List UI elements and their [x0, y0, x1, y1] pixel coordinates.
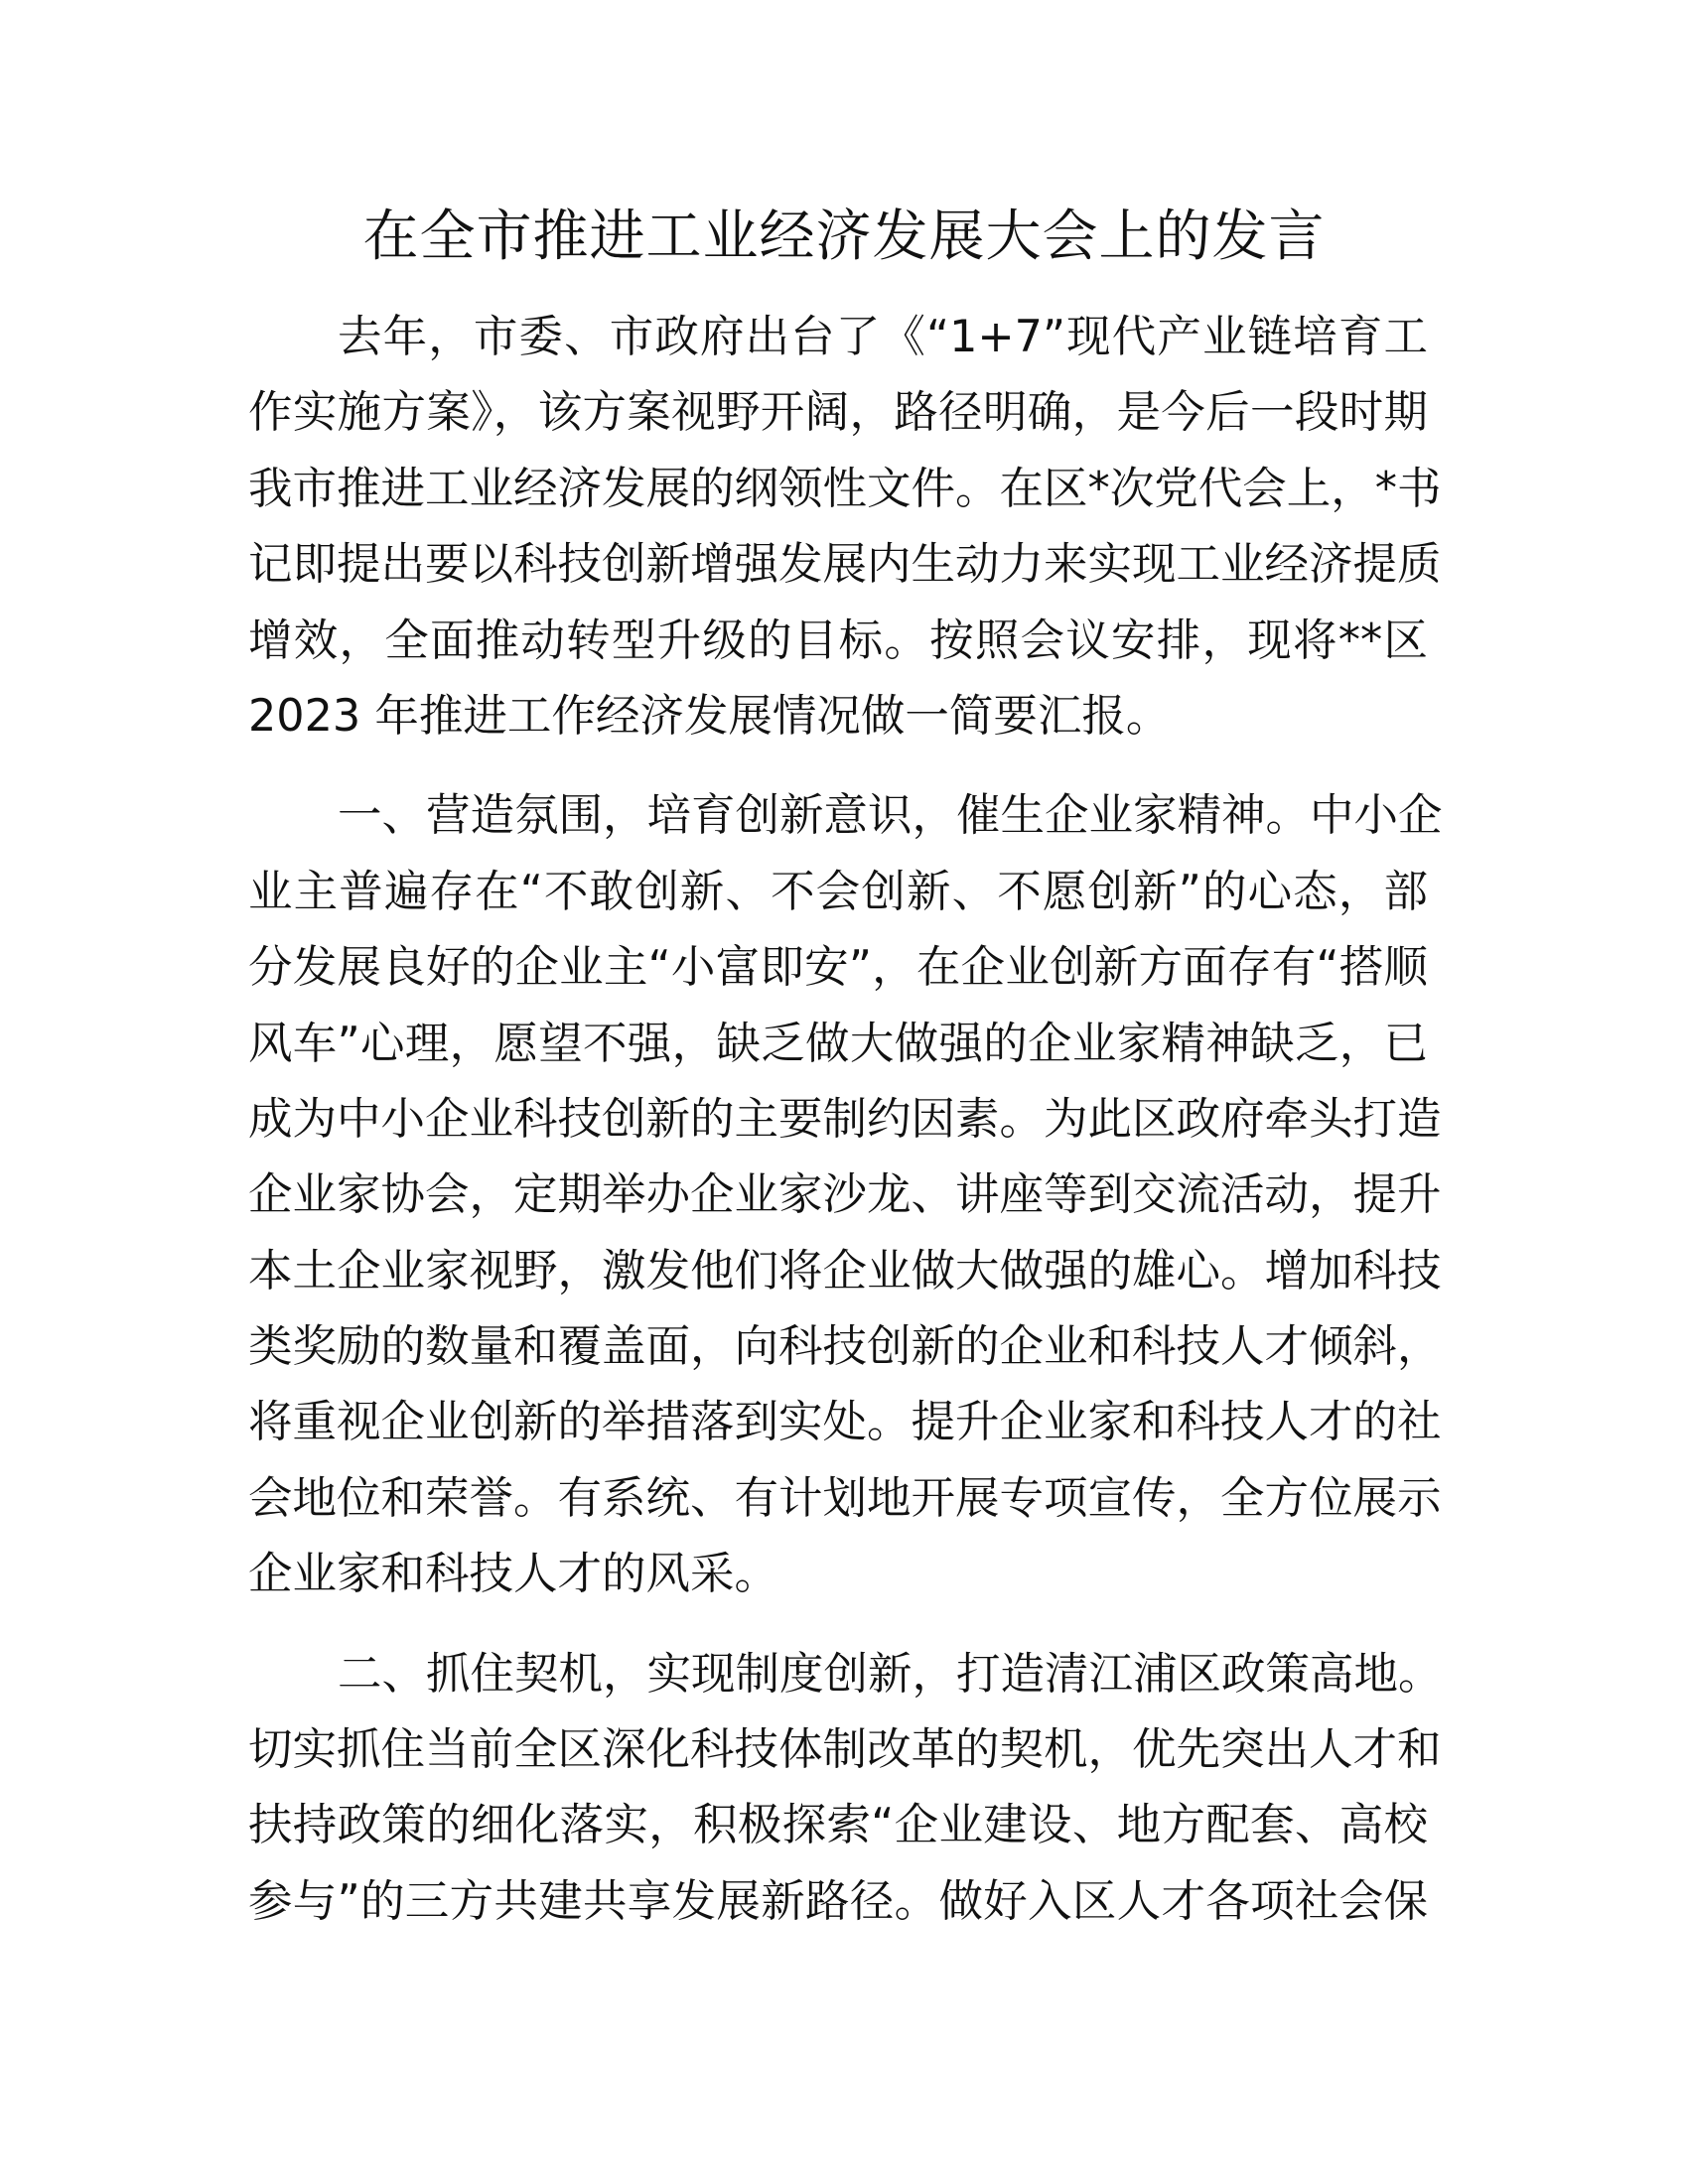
text-line: 作实施方案》，该方案视野开阔，路径明确，是今后一段时期 [248, 387, 1428, 439]
text-line: 业主普遍存在“不敢创新、不会创新、不愿创新”的心态，部 [248, 866, 1428, 917]
text-line: 记即提出要以科技创新增强发展内生动力来实现工业经济提质 [248, 539, 1442, 591]
text-line: 本土企业家视野，激发他们将企业做大做强的雄心。增加科技 [248, 1245, 1442, 1297]
text-line: 扶持政策的细化落实，积极探索“企业建设、地方配套、高校 [248, 1800, 1428, 1851]
paragraph [248, 300, 1442, 754]
document-body [248, 300, 1443, 1964]
text-line: 会地位和荣誉。有系统、有计划地开展专项宣传，全方位展示 [248, 1472, 1442, 1524]
text-line: 参与”的三方共建共享发展新路径。做好入区人才各项社会保 [248, 1875, 1428, 1927]
text-line: 分发展良好的企业主“小富即安”，在企业创新方面存有“搭顺 [248, 942, 1428, 994]
text-line: 类奖励的数量和覆盖面，向科技创新的企业和科技人才倾斜， [248, 1321, 1442, 1373]
text-line: 切实抓住当前全区深化科技体制改革的契机，优先突出人才和 [248, 1724, 1442, 1776]
text-line: 一、营造氛围，培育创新意识，催生企业家精神。中小企 [338, 790, 1443, 842]
text-line: 成为中小企业科技创新的主要制约因素。为此区政府牵头打造 [248, 1093, 1442, 1145]
text-line: 去年，市委、市政府出台了《“1+7”现代产业链培育工 [338, 312, 1428, 362]
text-line: 企业家和科技人才的风采。 [248, 1549, 779, 1600]
text-line: 企业家协会，定期举办企业家沙龙、讲座等到交流活动，提升 [248, 1169, 1442, 1221]
document-title: 在全市推进工业经济发展大会上的发言 [362, 205, 1326, 269]
text-line: 风车”心理，愿望不强，缺乏做大做强的企业家精神缺乏，已 [248, 1018, 1428, 1069]
text-line: 2023 年推进工作经济发展情况做一简要汇报。 [248, 690, 1171, 742]
text-line: 增效，全面推动转型升级的目标。按照会议安排，现将**区 [248, 614, 1428, 666]
paragraph [248, 778, 1443, 1612]
text-line: 我市推进工业经济发展的纲领性文件。在区*次党代会上，*书 [248, 463, 1442, 514]
paragraph [248, 1637, 1443, 1941]
text-line: 将重视企业创新的举措落到实处。提升企业家和科技人才的社 [248, 1397, 1442, 1448]
text-line: 二、抓住契机，实现制度创新，打造清江浦区政策高地。 [338, 1648, 1443, 1700]
